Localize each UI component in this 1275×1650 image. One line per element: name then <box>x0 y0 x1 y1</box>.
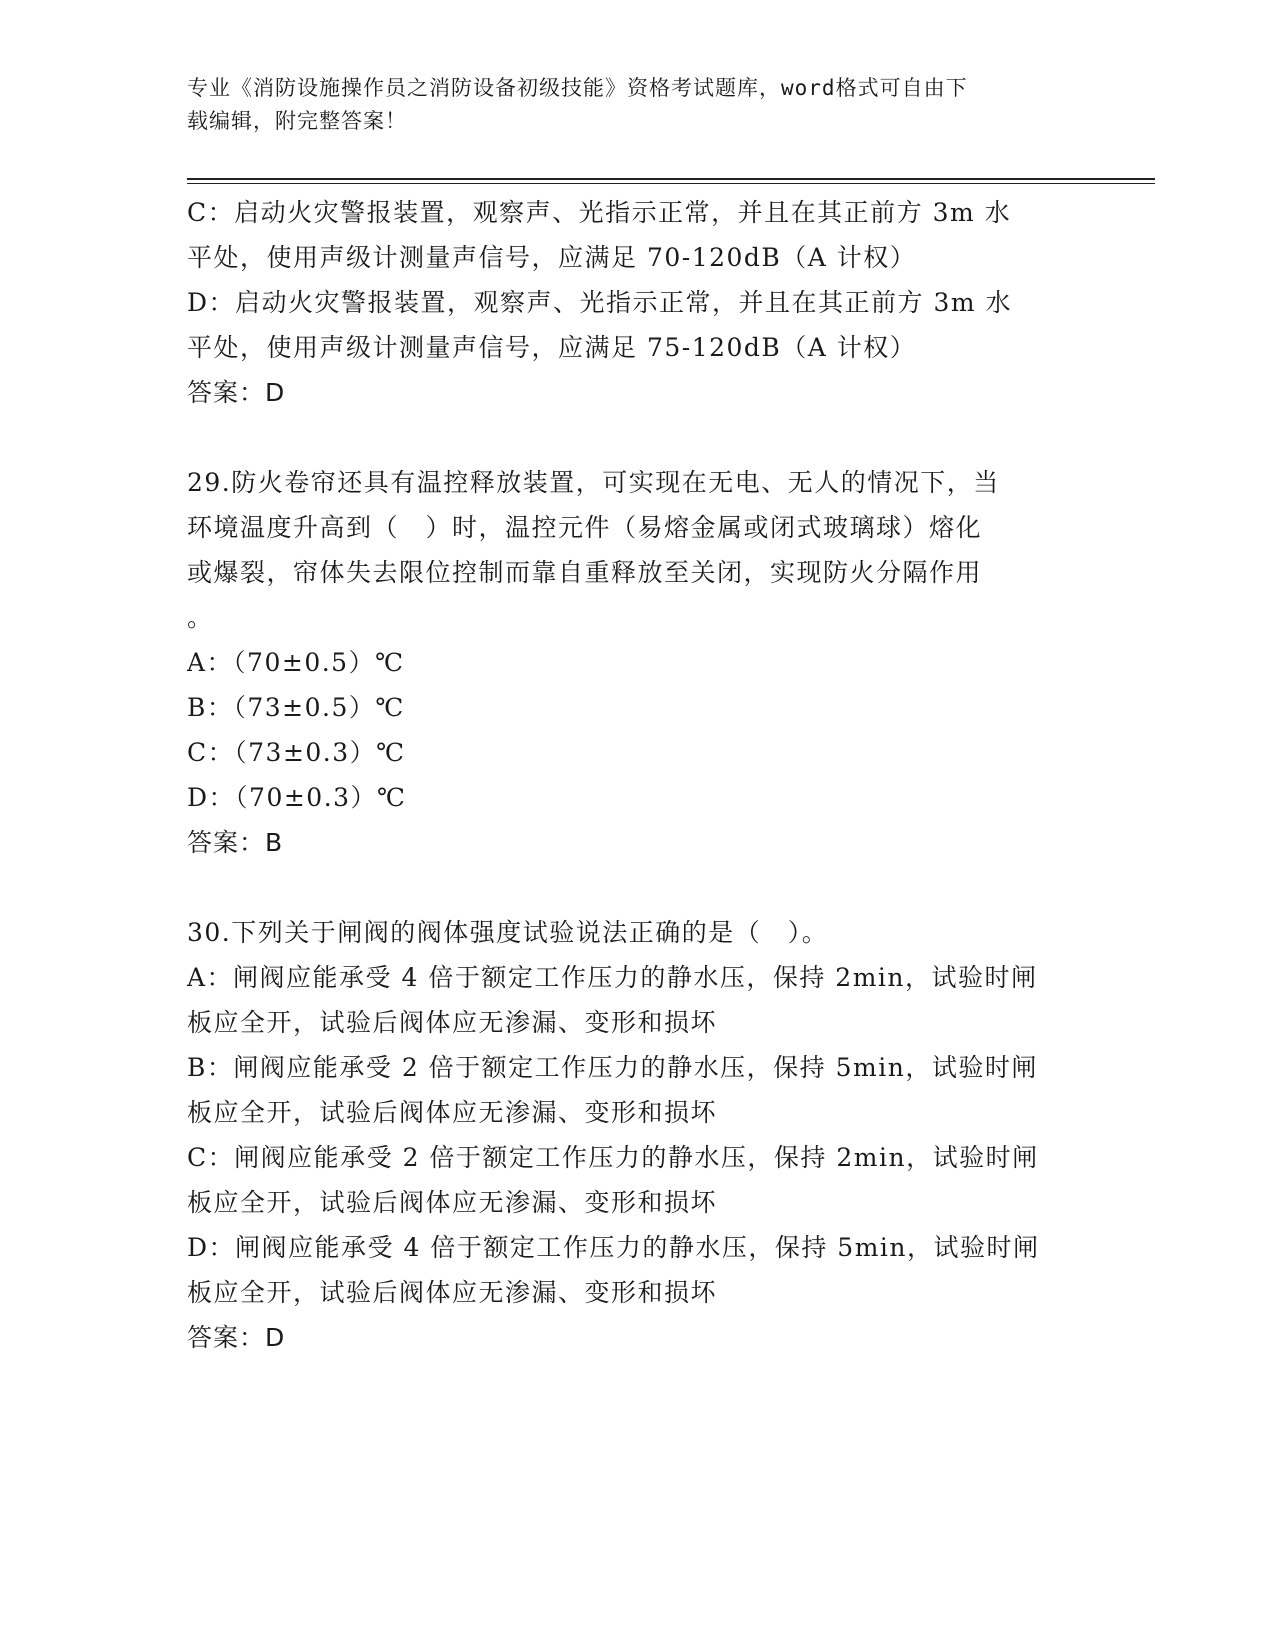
option-c-line-1: C：闸阀应能承受 2 倍于额定工作压力的静水压，保持 2min，试验时闸 <box>187 1143 1039 1172</box>
option-a: A：（70±0.5）℃ <box>187 648 405 677</box>
question-content <box>187 190 1087 1360</box>
option-c-line-2: 平处，使用声级计测量声信号，应满足 70-120dB（A 计权） <box>187 243 917 272</box>
option-d-line-2: 板应全开，试验后阀体应无渗漏、变形和损坏 <box>187 1278 718 1307</box>
question-stem-line-2: 环境温度升高到（ ）时，温控元件（易熔金属或闭式玻璃球）熔化 <box>187 513 983 542</box>
option-d: D：（70±0.3）℃ <box>187 783 407 812</box>
document-header <box>187 72 1067 138</box>
option-b: B：（73±0.5）℃ <box>187 693 405 722</box>
header-line-1: 专业《消防设施操作员之消防设备初级技能》资格考试题库，word格式可自由下 <box>187 76 968 100</box>
option-b-line-2: 板应全开，试验后阀体应无渗漏、变形和损坏 <box>187 1098 718 1127</box>
option-b-line-1: B：闸阀应能承受 2 倍于额定工作压力的静水压，保持 5min，试验时闸 <box>187 1053 1038 1082</box>
option-a-line-1: A：闸阀应能承受 4 倍于额定工作压力的静水压，保持 2min，试验时闸 <box>187 963 1038 992</box>
question-stem-line-3: 或爆裂，帘体失去限位控制而靠自重释放至关闭，实现防火分隔作用 <box>187 558 983 587</box>
question-stem-line-4: 。 <box>187 603 214 632</box>
option-c-line-2: 板应全开，试验后阀体应无渗漏、变形和损坏 <box>187 1188 718 1217</box>
option-a-line-2: 板应全开，试验后阀体应无渗漏、变形和损坏 <box>187 1008 718 1037</box>
answer-line: 答案：D <box>187 378 286 407</box>
option-d-line-1: D：闸阀应能承受 4 倍于额定工作压力的静水压，保持 5min，试验时闸 <box>187 1233 1040 1262</box>
spacer <box>187 865 1087 910</box>
option-c-line-1: C：启动火灾警报装置，观察声、光指示正常，并且在其正前方 3m 水 <box>187 198 1012 227</box>
question-28 <box>187 190 1087 415</box>
header-divider-thin <box>187 183 1155 184</box>
option-d-line-2: 平处，使用声级计测量声信号，应满足 75-120dB（A 计权） <box>187 333 917 362</box>
question-stem: 30.下列关于闸阀的阀体强度试验说法正确的是（ ）。 <box>187 918 829 947</box>
answer-line: 答案：B <box>187 828 284 857</box>
question-30 <box>187 910 1087 1360</box>
answer-line: 答案：D <box>187 1323 286 1352</box>
option-d-line-1: D：启动火灾警报装置，观察声、光指示正常，并且在其正前方 3m 水 <box>187 288 1013 317</box>
option-c: C：（73±0.3）℃ <box>187 738 406 767</box>
question-stem-line-1: 29.防火卷帘还具有温控释放装置，可实现在无电、无人的情况下，当 <box>187 468 1000 497</box>
spacer <box>187 415 1087 460</box>
question-29 <box>187 460 1087 865</box>
header-divider-thick <box>187 178 1155 180</box>
header-line-2: 载编辑，附完整答案！ <box>187 109 407 133</box>
